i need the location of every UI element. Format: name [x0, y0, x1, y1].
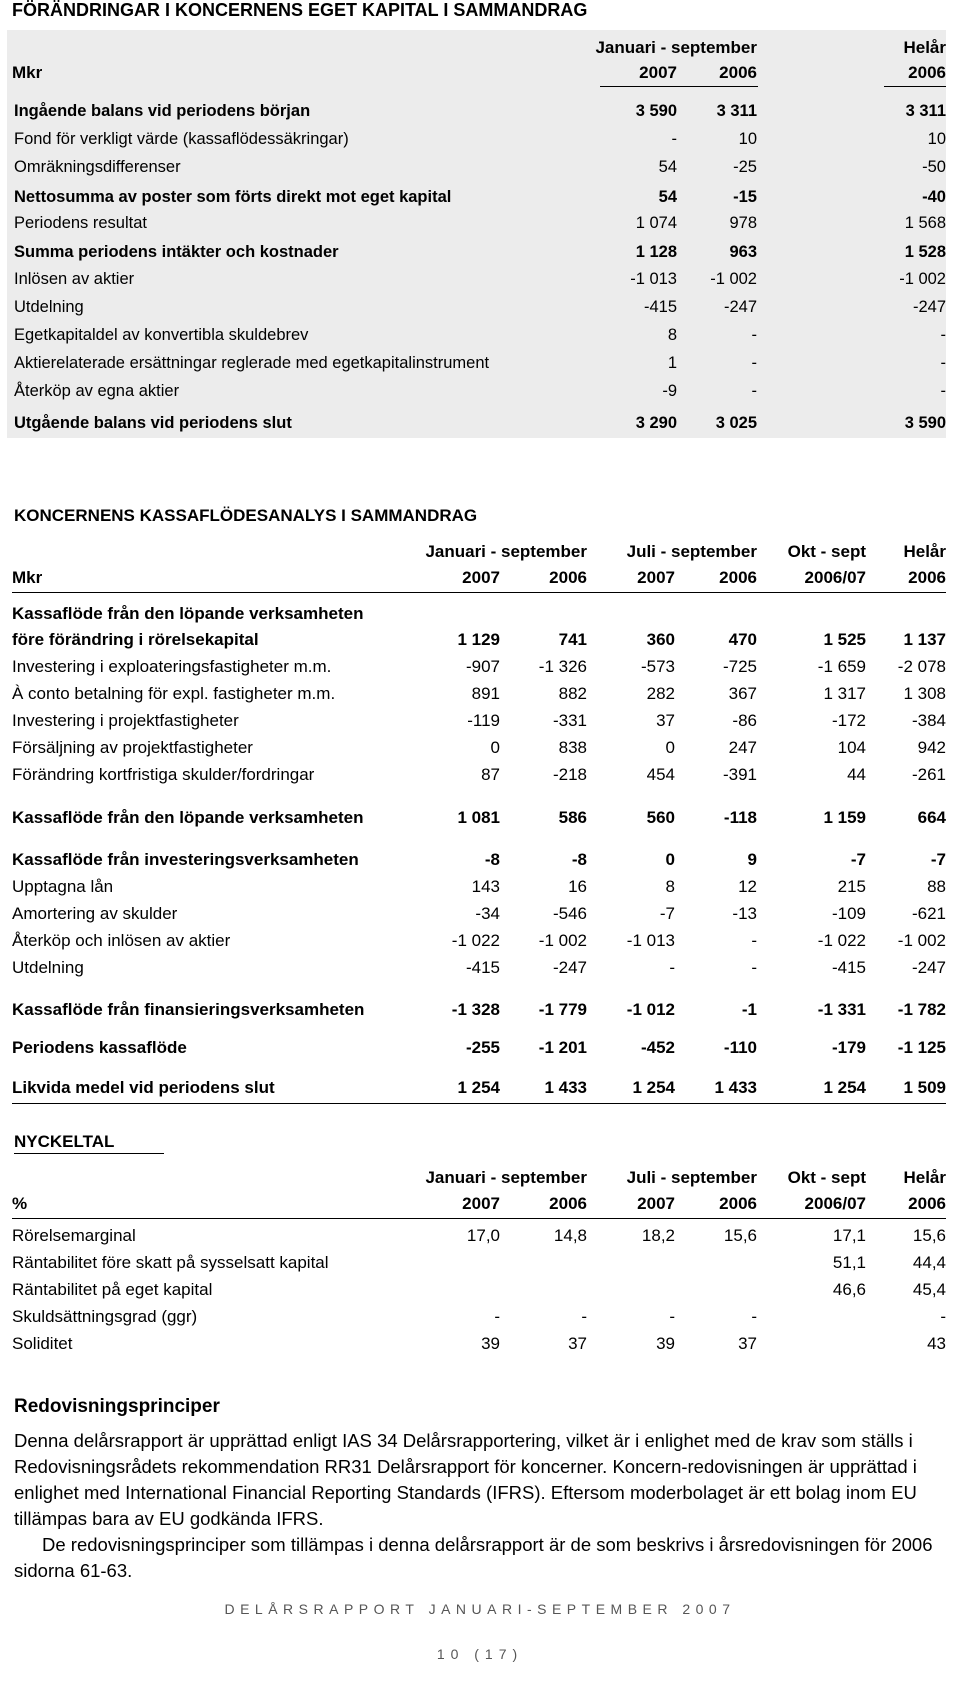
cashflow-year: 2006	[719, 568, 757, 587]
principles-text	[14, 1428, 949, 1584]
table-row: Utgående balans vid periodens slut 3 290 3 025 3 590	[14, 414, 946, 432]
table-row: Ingående balans vid periodens början 3 590 3 311 3 311	[14, 102, 946, 120]
table-row: Upptagna lån 143 16 8 12 215 88	[12, 877, 946, 896]
table-row: Räntabilitet på eget kapital 46,6 45,4	[12, 1280, 946, 1299]
ratios-header-3: Okt - sept	[787, 1168, 866, 1187]
table-row: À conto betalning för expl. fastigheter m.m. 891 882 282 367 1 317 1 308	[12, 684, 946, 703]
table-row: Försäljning av projektfastigheter 0 838 0 247 104 942	[12, 738, 946, 757]
cashflow-bottom-rule	[12, 1103, 946, 1104]
table-row: Förändring kortfristiga skulder/fordringar 87 -218 454 -391 44 -261	[12, 765, 946, 784]
cashflow-year: 2006	[908, 568, 946, 587]
table-row: Investering i exploateringsfastigheter m.m. -907 -1 326 -573 -725 -1 659 -2 078	[12, 657, 946, 676]
equity-fullyear-header: Helår	[903, 38, 946, 57]
footer-report-name: DELÅRSRAPPORT JANUARI-SEPTEMBER 2007	[224, 1601, 736, 1617]
ratios-header-2: Juli - september	[626, 1168, 757, 1187]
table-row: Aktierelaterade ersättningar reglerade med egetkapitalinstrument 1 - -	[14, 354, 946, 372]
table-row: Egetkapitaldel av konvertibla skuldebrev 8 - -	[14, 326, 946, 344]
equity-header-underline-2	[884, 86, 946, 87]
cashflow-title: KONCERNENS KASSAFLÖDESANALYS I SAMMANDRAG	[14, 506, 478, 525]
ratios-header-underline	[12, 1218, 946, 1219]
table-row: Summa periodens intäkter och kostnader 1 128 963 1 528	[14, 243, 946, 261]
ratios-year: 2007	[462, 1194, 500, 1213]
cashflow-year: 2006	[549, 568, 587, 587]
ratios-header-4: Helår	[903, 1168, 946, 1187]
equity-header-underline	[600, 86, 758, 87]
ratios-year: 2007	[637, 1194, 675, 1213]
equity-year-3: 2006	[908, 63, 946, 82]
table-row: Kassaflöde från den löpande verksamheten	[12, 604, 364, 623]
ratios-title: NYCKELTAL	[14, 1132, 115, 1151]
principles-paragraph-2: De redovisningsprinciper som tillämpas i denna delårsrapport är de som beskrivs i årsredovisningen för 2006 sidorna 61-63.	[14, 1534, 933, 1581]
table-row: Soliditet 39 37 39 37 43	[12, 1334, 946, 1353]
footer-page-number: 10 (17)	[436, 1646, 524, 1662]
equity-year-1: 2007	[639, 63, 677, 82]
table-row: Kassaflöde från investeringsverksamheten -8 -8 0 9 -7 -7	[12, 850, 946, 869]
cashflow-unit: Mkr	[12, 568, 43, 587]
table-row: Skuldsättningsgrad (ggr) - - - - -	[12, 1307, 946, 1326]
cashflow-header-3: Okt - sept	[787, 542, 866, 561]
cashflow-year: 2006/07	[804, 568, 866, 587]
table-row: före förändring i rörelsekapital 1 129 741 360 470 1 525 1 137	[12, 630, 946, 649]
table-row: Investering i projektfastigheter -119 -331 37 -86 -172 -384	[12, 711, 946, 730]
table-row: Nettosumma av poster som förts direkt mot eget kapital 54 -15 -40	[14, 188, 946, 206]
table-row: Räntabilitet före skatt på sysselsatt kapital 51,1 44,4	[12, 1253, 946, 1272]
table-row: Amortering av skulder -34 -546 -7 -13 -109 -621	[12, 904, 946, 923]
table-row: Återköp av egna aktier -9 - -	[14, 382, 946, 400]
ratios-header-1: Januari - september	[425, 1168, 587, 1187]
cashflow-year: 2007	[637, 568, 675, 587]
cashflow-header-underline	[12, 592, 946, 593]
table-row: Periodens resultat 1 074 978 1 568	[14, 214, 946, 232]
ratios-unit: %	[12, 1194, 28, 1213]
cashflow-header-1: Januari - september	[425, 542, 587, 561]
cashflow-header-4: Helår	[903, 542, 946, 561]
principles-paragraph-1: Denna delårsrapport är upprättad enligt IAS 34 Delårsrapportering, vilket är i enlighet med de krav som ställs i Redovisningsrådets rekommendation RR31 Delårsrapport för koncerner. Koncern-redovisningen är upprättad i enlighet med International Financial Reporting Standards (IFRS). Eftersom moderbolaget är ett bolag inom EU tillämpas bara av EU godkända IFRS.	[14, 1430, 917, 1529]
table-row: Återköp och inlösen av aktier -1 022 -1 002 -1 013 - -1 022 -1 002	[12, 931, 946, 950]
equity-year-2: 2006	[719, 63, 757, 82]
ratios-year: 2006	[719, 1194, 757, 1213]
table-row: Fond för verkligt värde (kassaflödessäkringar) - 10 10	[14, 130, 946, 148]
table-row: Utdelning -415 -247 - - -415 -247	[12, 958, 946, 977]
table-row: Utdelning -415 -247 -247	[14, 298, 946, 316]
table-row: Likvida medel vid periodens slut 1 254 1 433 1 254 1 433 1 254 1 509	[12, 1078, 946, 1097]
equity-period-header: Januari - september	[595, 38, 757, 57]
ratios-title-underline	[14, 1153, 164, 1154]
equity-title: FÖRÄNDRINGAR I KONCERNENS EGET KAPITAL I SAMMANDRAG	[12, 0, 588, 20]
table-row: Periodens kassaflöde -255 -1 201 -452 -110 -179 -1 125	[12, 1038, 946, 1057]
table-row: Omräkningsdifferenser 54 -25 -50	[14, 158, 946, 176]
ratios-year: 2006	[908, 1194, 946, 1213]
table-row: Kassaflöde från finansieringsverksamheten -1 328 -1 779 -1 012 -1 -1 331 -1 782	[12, 1000, 946, 1019]
ratios-year: 2006/07	[804, 1194, 866, 1213]
ratios-year: 2006	[549, 1194, 587, 1213]
equity-unit: Mkr	[12, 63, 43, 82]
table-row: Kassaflöde från den löpande verksamheten 1 081 586 560 -118 1 159 664	[12, 808, 946, 827]
principles-title: Redovisningsprinciper	[14, 1396, 220, 1417]
cashflow-header-2: Juli - september	[626, 542, 757, 561]
table-row: Rörelsemarginal 17,0 14,8 18,2 15,6 17,1 15,6	[12, 1226, 946, 1245]
table-row: Inlösen av aktier -1 013 -1 002 -1 002	[14, 270, 946, 288]
cashflow-year: 2007	[462, 568, 500, 587]
